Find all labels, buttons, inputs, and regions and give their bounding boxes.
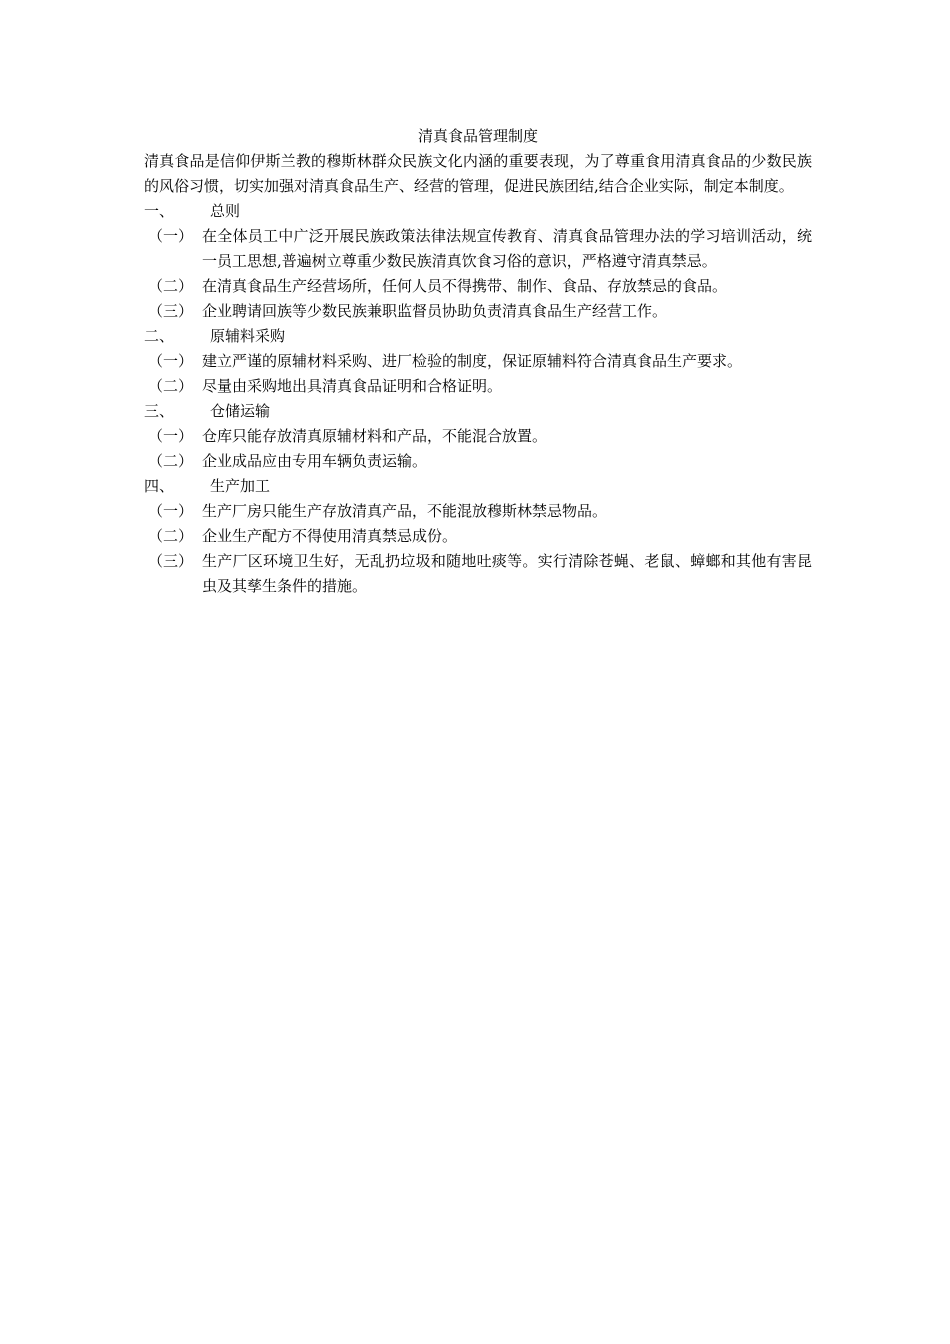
- item-number: （一）: [148, 227, 194, 245]
- item-text: 在清真食品生产经营场所，任何人员不得携带、制作、食品、存放禁忌的食品。: [202, 277, 728, 295]
- section-2: [144, 324, 812, 399]
- section-number: 三、: [144, 402, 175, 420]
- section-heading: [144, 324, 812, 349]
- item-text: 生产厂区环境卫生好，无乱扔垃圾和随地吐痰等。实行清除苍蝇、老鼠、蟑螂和其他有害昆虫及其孳生条件的措施。: [202, 552, 812, 595]
- section-title: 原辅料采购: [210, 327, 286, 345]
- section-title: 总则: [210, 202, 241, 220]
- item-number: （三）: [148, 302, 194, 320]
- item-text: 企业成品应由专用车辆负责运输。: [202, 452, 428, 470]
- item-text: 建立严谨的原辅材料采购、进厂检验的制度，保证原辅料符合清真食品生产要求。: [202, 352, 743, 370]
- section-heading: [144, 399, 812, 424]
- document-title: 清真食品管理制度: [417, 127, 538, 145]
- item-number: （一）: [148, 427, 194, 445]
- item-number: （二）: [148, 377, 194, 395]
- item-text: 生产厂房只能生产存放清真产品，不能混放穆斯林禁忌物品。: [202, 502, 608, 520]
- section-number: 四、: [144, 477, 175, 495]
- item-number: （一）: [148, 502, 194, 520]
- section-1: [144, 199, 812, 324]
- section-title: 生产加工: [210, 477, 271, 495]
- item-number: （二）: [148, 452, 194, 470]
- list-item: [144, 224, 812, 274]
- item-text: 在全体员工中广泛开展民族政策法律法规宣传教育、清真食品管理办法的学习培训活动，统一员工思想,普遍树立尊重少数民族清真饮食习俗的意识，严格遵守清真禁忌。: [202, 227, 812, 270]
- item-number: （二）: [148, 527, 194, 545]
- section-title: 仓储运输: [210, 402, 271, 420]
- list-item: [144, 374, 812, 399]
- intro-paragraph: 清真食品是信仰伊斯兰教的穆斯林群众民族文化内涵的重要表现，为了尊重食用清真食品的少数民族的风俗习惯，切实加强对清真食品生产、经营的管理，促进民族团结,结合企业实际，制定本制度。: [144, 152, 812, 195]
- section-4: [144, 474, 812, 599]
- item-text: 企业聘请回族等少数民族兼职监督员协助负责清真食品生产经营工作。: [202, 302, 668, 320]
- item-number: （三）: [148, 552, 194, 570]
- item-number: （二）: [148, 277, 194, 295]
- list-item: [144, 424, 812, 449]
- list-item: [144, 274, 812, 299]
- document-body: [144, 124, 812, 599]
- list-item: [144, 449, 812, 474]
- section-heading: [144, 199, 812, 224]
- list-item: [144, 499, 812, 524]
- section-number: 二、: [144, 327, 175, 345]
- list-item: [144, 349, 812, 374]
- item-text: 尽量由采购地出具清真食品证明和合格证明。: [202, 377, 503, 395]
- item-text: 企业生产配方不得使用清真禁忌成份。: [202, 527, 458, 545]
- section-3: [144, 399, 812, 474]
- list-item: [144, 299, 812, 324]
- item-number: （一）: [148, 352, 194, 370]
- list-item: [144, 524, 812, 549]
- section-heading: [144, 474, 812, 499]
- item-text: 仓库只能存放清真原辅材料和产品，不能混合放置。: [202, 427, 548, 445]
- list-item: [144, 549, 812, 599]
- section-number: 一、: [144, 202, 175, 220]
